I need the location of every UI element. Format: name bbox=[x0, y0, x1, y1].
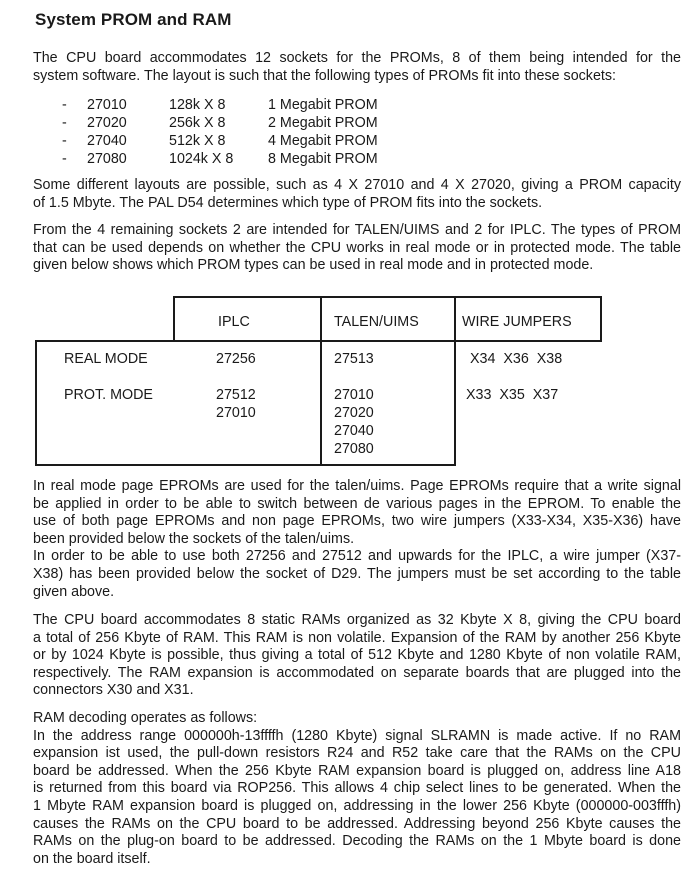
text-line: given above. bbox=[33, 583, 115, 600]
real-talen-value: 27513 bbox=[334, 351, 374, 367]
text-line: of 1.5 Mbyte. The PAL D54 determines which type of PROM fits into the sockets. bbox=[33, 194, 543, 211]
prom-organization: 128k X 8 bbox=[169, 97, 226, 113]
prot-talen-value: 27010 bbox=[334, 387, 374, 403]
text-line: board be addressed. When the 256 Kbyte RAM expansion board is plugged on, address line A18 bbox=[33, 762, 681, 779]
text-line: Some different layouts are possible, such as 4 X 27010 and 4 X 27020, giving a PROM capacity bbox=[33, 177, 681, 193]
text-line: In real mode page EPROMs are used for the talen/uims. Page EPROMs require that a write signal bbox=[33, 478, 681, 494]
text-line: connectors X30 and X31. bbox=[33, 682, 194, 699]
prot-iplc-value: 27512 bbox=[216, 387, 256, 403]
prot-talen-value: 27040 bbox=[334, 423, 374, 439]
prom-type: 27010 bbox=[87, 97, 127, 113]
text-line: From the 4 remaining sockets 2 are intended for TALEN/UIMS and 2 for IPLC. The types of PROM bbox=[33, 222, 681, 238]
table-border bbox=[35, 340, 37, 466]
text-line: given below shows which PROM types can be used in real mode and in protected mode. bbox=[33, 257, 594, 274]
bullet-dash: - bbox=[62, 97, 67, 113]
prom-organization: 1024k X 8 bbox=[169, 151, 234, 167]
bullet-dash: - bbox=[62, 133, 67, 149]
text-line: use of both page EPROMs and non page EPROMs, two wire jumpers (X33-X34, X35-X36) have bbox=[33, 513, 681, 530]
ram-decoding-paragraph bbox=[33, 710, 681, 868]
prom-description: 4 Megabit PROM bbox=[268, 133, 378, 149]
prom-type: 27080 bbox=[87, 151, 127, 167]
text-line: is returned from this board via ROP256. This allows 4 chip select lines to be generated. When the bbox=[33, 780, 681, 797]
prot-talen-value: 27080 bbox=[334, 441, 374, 457]
prom-type: 27020 bbox=[87, 115, 127, 131]
prom-description: 8 Megabit PROM bbox=[268, 151, 378, 167]
text-line: causes the RAMs on the CPU board to be addressed. Addressing beyond 256 Kbyte causes the bbox=[33, 815, 681, 832]
table-border bbox=[600, 296, 602, 342]
header-wire-jumpers: WIRE JUMPERS bbox=[462, 314, 572, 330]
table-border bbox=[173, 296, 601, 298]
list-item bbox=[62, 114, 462, 132]
layouts-paragraph bbox=[33, 177, 681, 212]
text-line: respectively. The RAM expansion is accommodated on separate boards that are plugged into the bbox=[33, 664, 681, 681]
text-line: that can be used depends on whether the CPU works in real mode or in protected mode. The table bbox=[33, 239, 681, 256]
prom-description: 1 Megabit PROM bbox=[268, 97, 378, 113]
table-border bbox=[454, 296, 456, 466]
text-line: In order to be able to use both 27256 and 27512 and upwards for the IPLC, a wire jumper (X37- bbox=[33, 548, 681, 565]
row-label-real-mode: REAL MODE bbox=[64, 351, 148, 367]
header-iplc: IPLC bbox=[218, 314, 250, 330]
ram-paragraph bbox=[33, 612, 681, 700]
prot-jumpers-value: X33 X35 X37 bbox=[466, 387, 559, 403]
text-line: The CPU board accommodates 12 sockets for the PROMs, 8 of them being intended for the bbox=[33, 50, 681, 66]
text-line: The CPU board accommodates 8 static RAMs organized as 32 Kbyte X 8, giving the CPU board bbox=[33, 612, 681, 628]
bullet-dash: - bbox=[62, 151, 67, 167]
text-line: expansion ist used, the pull-down resistors R24 and R52 take care that the RAMs on the CPU bbox=[33, 745, 681, 762]
text-line: system software. The layout is such that the following types of PROMs fit into these sockets: bbox=[33, 67, 616, 84]
text-line: a total of 256 Kbyte of RAM. This RAM is non volatile. Expansion of the RAM by another 256 Kbyte bbox=[33, 629, 681, 646]
list-item bbox=[62, 132, 462, 150]
text-line: been provided below the sockets of the talen/uims. bbox=[33, 530, 355, 547]
list-item bbox=[62, 96, 462, 114]
section-title: System PROM and RAM bbox=[35, 10, 232, 29]
intro-paragraph bbox=[33, 50, 681, 85]
table-border bbox=[35, 340, 602, 342]
text-line: or by 1024 Kbyte is possible, thus giving a total of 512 Kbyte and 1280 Kbyte of non volatile RAM, bbox=[33, 647, 681, 664]
table-border bbox=[35, 464, 456, 466]
text-line: X38) has been provided below the socket of D29. The jumpers must be set according to the table bbox=[33, 565, 681, 582]
text-line: on the board itself. bbox=[33, 850, 151, 867]
prom-organization: 256k X 8 bbox=[169, 115, 226, 131]
prom-organization: 512k X 8 bbox=[169, 133, 226, 149]
prot-iplc-value: 27010 bbox=[216, 405, 256, 421]
real-jumpers-value: X34 X36 X38 bbox=[470, 351, 563, 367]
text-line: be applied in order to be able to switch between de various pages in the EPROM. To enable the bbox=[33, 495, 681, 512]
remaining-sockets-paragraph bbox=[33, 222, 681, 275]
prot-talen-value: 27020 bbox=[334, 405, 374, 421]
real-mode-paragraph bbox=[33, 478, 681, 601]
prom-type-list bbox=[62, 96, 462, 168]
row-label-prot-mode: PROT. MODE bbox=[64, 387, 153, 403]
text-line: 1 Mbyte RAM expansion board is plugged on, addressing in the lower 256 Kbyte (000000-003fffh) bbox=[33, 797, 681, 814]
text-line: In the address range 000000h-13ffffh (1280 Kbyte) signal SLRAMN is made active. If no RAM bbox=[33, 727, 681, 744]
table-border bbox=[320, 296, 322, 466]
header-talen-uims: TALEN/UIMS bbox=[334, 314, 419, 330]
text-line: RAM decoding operates as follows: bbox=[33, 710, 258, 726]
real-iplc-value: 27256 bbox=[216, 351, 256, 367]
text-line: RAMs on the plug-on board to be addressed. Decoding the RAMs on the 1 Mbyte board is done bbox=[33, 833, 681, 850]
list-item bbox=[62, 150, 462, 168]
bullet-dash: - bbox=[62, 115, 67, 131]
prom-type: 27040 bbox=[87, 133, 127, 149]
table-border bbox=[173, 296, 175, 342]
prom-description: 2 Megabit PROM bbox=[268, 115, 378, 131]
